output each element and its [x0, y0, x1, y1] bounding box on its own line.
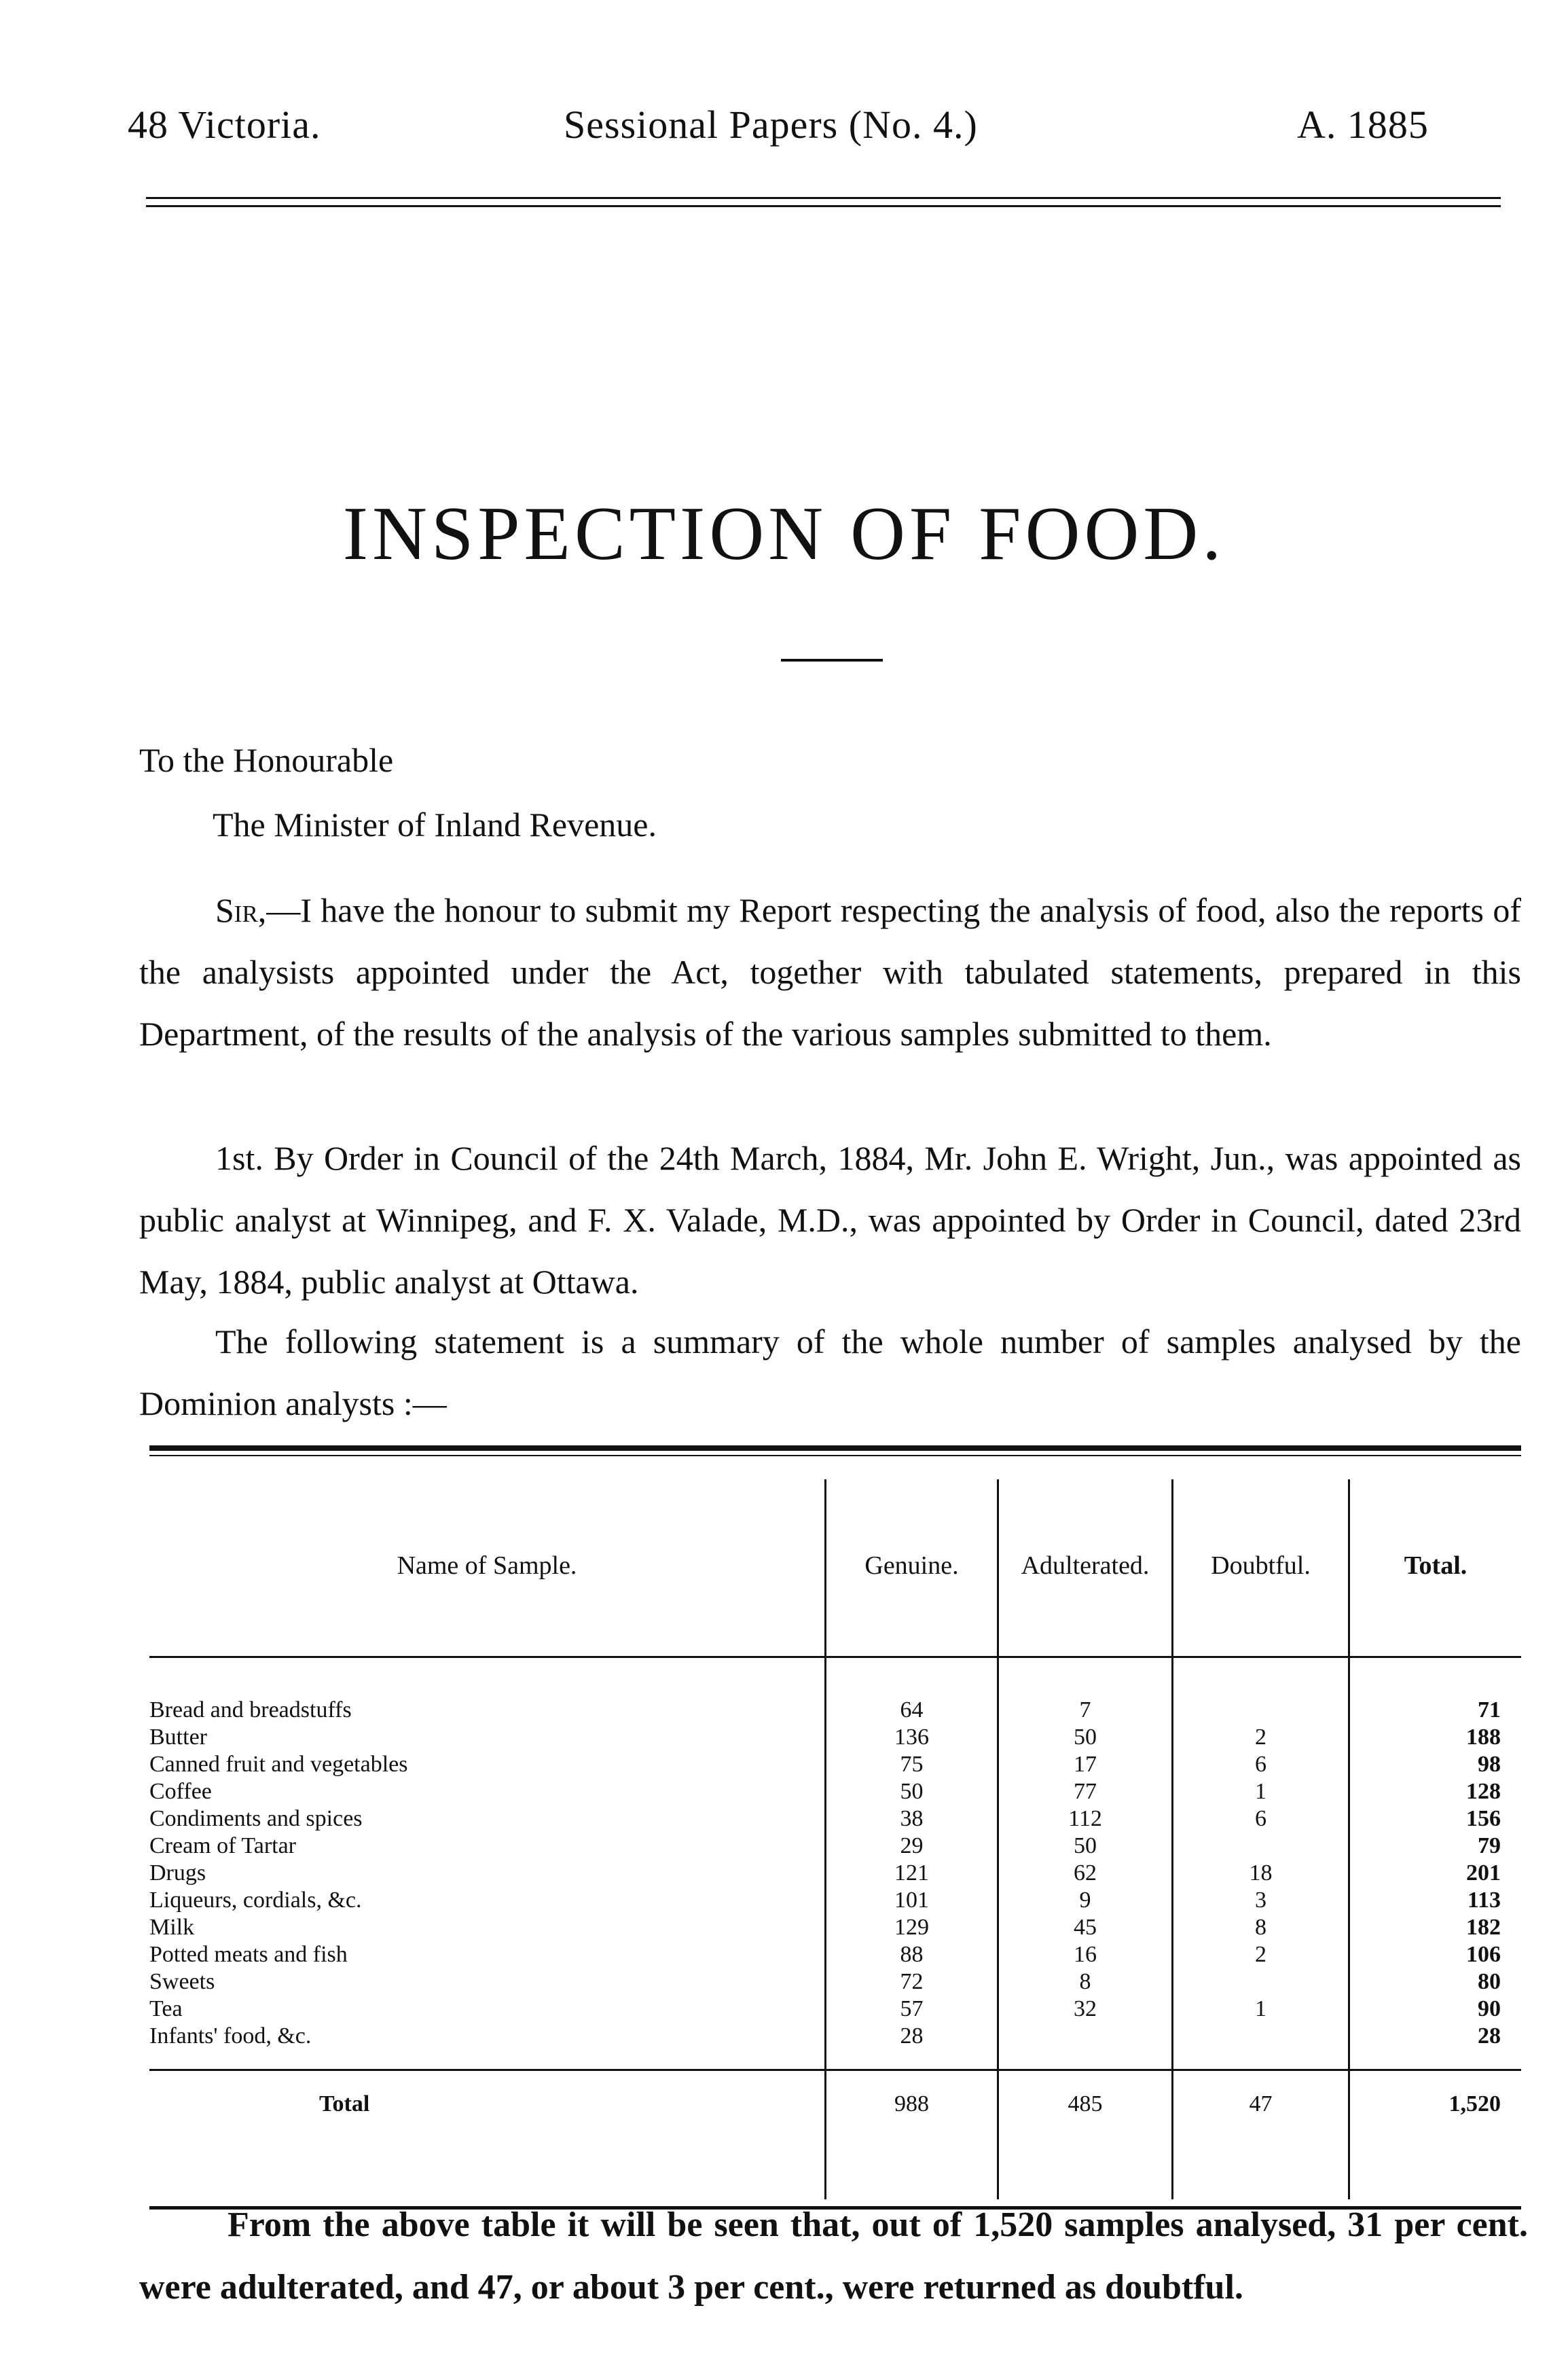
table-top-rule-thin: [149, 1455, 1521, 1456]
totals-total: 1,520: [1448, 2091, 1501, 2116]
doubtful-cell: [1173, 1968, 1348, 1996]
total-cell: 106: [1466, 1942, 1501, 1967]
totals-genuine: 988: [894, 2091, 929, 2116]
adulterated-cell: 17: [1074, 1752, 1097, 1777]
totals-adulterated: 485: [1068, 2091, 1103, 2116]
genuine-cell: 121: [894, 1860, 929, 1886]
doubtful-cell: 6: [1255, 1806, 1266, 1831]
genuine-cell: 129: [894, 1915, 929, 1940]
header-right: A. 1885: [1297, 103, 1429, 147]
title-divider: [781, 659, 883, 662]
table-row-name: Tea: [149, 1996, 183, 2021]
genuine-cell: 38: [900, 1806, 924, 1831]
total-cell: 98: [1478, 1752, 1501, 1777]
header-center: Sessional Papers (No. 4.): [564, 103, 978, 147]
total-cell: 113: [1467, 1888, 1501, 1913]
table-row-name: Canned fruit and vegetables: [149, 1752, 408, 1777]
totals-divider: [149, 2069, 1521, 2071]
adulterated-cell: 77: [1074, 1779, 1097, 1804]
doubtful-cell: 3: [1255, 1888, 1266, 1913]
doubtful-cell: 1: [1255, 1996, 1266, 2021]
header-rule-bottom: [146, 205, 1501, 207]
doubtful-cell: [1173, 2023, 1348, 2050]
col-header-adulterated: Adulterated.: [1021, 1551, 1150, 1580]
doubtful-cell: 2: [1255, 1942, 1266, 1967]
adulterated-cell: 7: [1079, 1697, 1091, 1723]
total-cell: 90: [1478, 1996, 1501, 2021]
total-cell: 188: [1466, 1725, 1501, 1750]
table-row-name: Cream of Tartar: [149, 1833, 297, 1858]
genuine-cell: 88: [900, 1942, 924, 1967]
paragraph-intro-text: —I have the honour to submit my Report respecting the analysis of food, also the reports of the analysists appointed under the Act, together with tabulated statements, prepared in this Department, of the results of the analysis of the various samples submitted to them.: [139, 891, 1521, 1053]
table-row-name: Potted meats and fish: [149, 1942, 348, 1967]
doubtful-cell: 2: [1255, 1725, 1266, 1750]
adulterated-cell: 112: [1068, 1806, 1102, 1831]
doubtful-cell: 6: [1255, 1752, 1266, 1777]
table-row-name: Bread and breadstuffs: [149, 1697, 352, 1723]
totals-doubtful: 47: [1249, 2091, 1273, 2116]
total-cell: 182: [1466, 1915, 1501, 1940]
genuine-cell: 75: [900, 1752, 924, 1777]
table-row-name: Drugs: [149, 1860, 206, 1886]
table-row-name: Infants' food, &c.: [149, 2023, 312, 2049]
totals-label: Total: [319, 2091, 370, 2116]
table-row-name: Coffee: [149, 1779, 212, 1804]
genuine-cell: 28: [900, 2023, 924, 2049]
adulterated-cell: 62: [1074, 1860, 1097, 1886]
total-cell: 201: [1466, 1860, 1501, 1886]
doubtful-column: [1173, 1697, 1348, 2050]
genuine-cell: 57: [900, 1996, 924, 2021]
adulterated-column: [999, 1697, 1171, 2023]
adulterated-cell: 9: [1079, 1888, 1091, 1913]
col-header-genuine: Genuine.: [864, 1551, 959, 1580]
genuine-cell: 64: [900, 1697, 924, 1723]
salutation-sir: Sir,: [215, 891, 267, 929]
row-names: [149, 1697, 818, 2050]
address-line-1: To the Honourable: [139, 741, 394, 779]
address-line-2: The Minister of Inland Revenue.: [213, 806, 657, 844]
doubtful-cell: 8: [1255, 1915, 1266, 1940]
doubtful-cell: [1173, 1697, 1348, 1724]
paragraph-intro: [139, 880, 1521, 1065]
col-header-total: Total.: [1404, 1551, 1467, 1580]
doubtful-cell: [1173, 1833, 1348, 1860]
table-row-name: Butter: [149, 1725, 207, 1750]
adulterated-cell: 16: [1074, 1942, 1097, 1967]
genuine-cell: 29: [900, 1833, 924, 1858]
adulterated-cell: 45: [1074, 1915, 1097, 1940]
total-cell: 156: [1466, 1806, 1501, 1831]
genuine-cell: 101: [894, 1888, 929, 1913]
page-title: INSPECTION OF FOOD.: [342, 492, 1226, 576]
genuine-column: [826, 1697, 997, 2050]
header-divider: [149, 1656, 1521, 1658]
paragraph-conclusion: From the above table it will be seen that, out of 1,520 samples analysed, 31 per cent. were adulterated, and 47, or about 3 per cent., were returned as doubtful.: [139, 2205, 1528, 2307]
paragraph-appointments: 1st. By Order in Council of the 24th March, 1884, Mr. John E. Wright, Jun., was appointed as public analyst at Winnipeg, and F. X. Valade, M.D., was appointed by Order in Council, dated 23rd May, 1884, public analyst at Ottawa.: [139, 1139, 1521, 1301]
doubtful-cell: 1: [1255, 1779, 1266, 1804]
total-cell: 28: [1478, 2023, 1501, 2049]
col-header-doubtful: Doubtful.: [1211, 1551, 1311, 1580]
table-row-name: Condiments and spices: [149, 1806, 363, 1831]
genuine-cell: 136: [894, 1725, 929, 1750]
adulterated-cell: 32: [1074, 1996, 1097, 2021]
paragraph-summary-intro: The following statement is a summary of the whole number of samples analysed by the Dominion analysts :—: [139, 1322, 1521, 1422]
header-rule-top: [146, 197, 1501, 199]
total-cell: 80: [1478, 1969, 1501, 1994]
header-left: 48 Victoria.: [128, 103, 321, 147]
doubtful-cell: 18: [1249, 1860, 1273, 1886]
table-row-name: Milk: [149, 1915, 195, 1940]
adulterated-cell: 8: [1079, 1969, 1091, 1994]
total-cell: 79: [1478, 1833, 1501, 1858]
genuine-cell: 50: [900, 1779, 924, 1804]
table-row-name: Liqueurs, cordials, &c.: [149, 1888, 362, 1913]
total-cell: 71: [1478, 1697, 1501, 1723]
adulterated-cell: 50: [1074, 1833, 1097, 1858]
total-cell: 128: [1466, 1779, 1501, 1804]
total-column: [1350, 1697, 1501, 2050]
genuine-cell: 72: [900, 1969, 924, 1994]
table-top-rule: [149, 1445, 1521, 1451]
table-row-name: Sweets: [149, 1969, 215, 1994]
adulterated-cell: 50: [1074, 1725, 1097, 1750]
col-header-name: Name of Sample.: [397, 1551, 577, 1580]
